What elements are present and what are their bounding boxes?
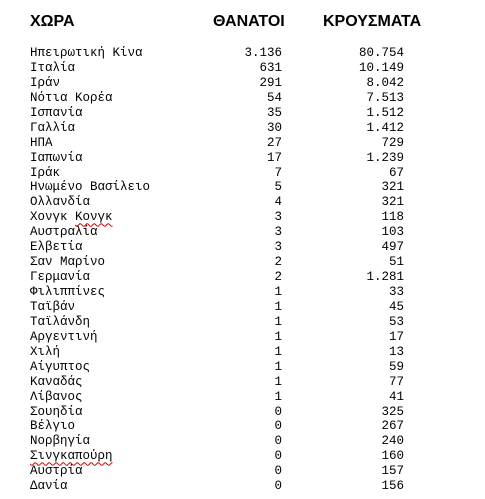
deaths-value: 3.136	[244, 46, 282, 60]
table-row	[0, 419, 485, 434]
header-deaths: ΘΑΝΑΤΟΙ	[213, 13, 285, 30]
deaths-value: 4	[274, 195, 282, 210]
cases-value: 321	[381, 195, 404, 210]
cases-value: 1.512	[366, 105, 404, 120]
deaths-value: 1	[274, 314, 282, 329]
deaths-value: 1	[274, 389, 282, 404]
cases-value: 7.513	[366, 90, 404, 105]
cases-value: 160	[381, 449, 404, 464]
table-row	[0, 255, 485, 270]
table-row	[0, 449, 485, 464]
cases-value: 17	[388, 329, 404, 344]
cases-value: 45	[388, 299, 404, 314]
cases-value: 13	[388, 344, 404, 359]
country-name: Ιαπωνία	[30, 150, 83, 165]
cases-value: 1.412	[366, 120, 404, 135]
cases-value: 59	[388, 359, 404, 374]
deaths-value: 27	[266, 135, 282, 150]
table-row	[0, 91, 485, 106]
country-name: Ηπειρωτική Κίνα	[30, 46, 143, 60]
table-row	[0, 405, 485, 420]
country-name: Χιλή	[30, 344, 61, 359]
cases-value: 8.042	[366, 75, 404, 90]
country-name: Γερμανία	[30, 270, 91, 285]
cases-value: 103	[381, 225, 404, 240]
country-name: Ολλανδία	[30, 195, 91, 210]
country-name: Αίγυπτος	[30, 359, 91, 374]
cases-value: 1.239	[366, 150, 404, 165]
deaths-value: 291	[259, 75, 282, 90]
table-row	[0, 330, 485, 345]
deaths-value: 1	[274, 299, 282, 314]
deaths-value: 3	[274, 225, 282, 240]
table-row	[0, 360, 485, 375]
table-row	[0, 151, 485, 166]
country-name: Ταϊλάνδη	[30, 314, 91, 329]
deaths-value: 5	[274, 180, 282, 195]
deaths-value: 1	[274, 344, 282, 359]
country-name: Βέλγιο	[30, 419, 76, 434]
cases-value: 53	[388, 314, 404, 329]
header-country: ΧΩΡΑ	[30, 13, 75, 30]
cases-value: 51	[388, 255, 404, 270]
country-name: Ιράκ	[30, 165, 61, 180]
cases-value: 240	[381, 434, 404, 449]
country-name: Ελβετία	[30, 240, 83, 255]
cases-value: 67	[388, 165, 404, 180]
table-row	[0, 76, 485, 91]
country-name: Αυστραλία	[30, 225, 98, 240]
table-row	[0, 345, 485, 360]
deaths-value: 1	[274, 359, 282, 374]
cases-value: 325	[381, 404, 404, 419]
table-row	[0, 240, 485, 255]
deaths-value: 0	[274, 404, 282, 419]
table-row	[0, 210, 485, 225]
table-row	[0, 180, 485, 195]
header-cases: ΚΡΟΥΣΜΑΤΑ	[323, 13, 422, 30]
deaths-value: 7	[274, 165, 282, 180]
deaths-value: 2	[274, 255, 282, 270]
table-row	[0, 121, 485, 136]
deaths-value: 0	[274, 479, 282, 494]
deaths-value: 0	[274, 464, 282, 479]
deaths-value: 3	[274, 240, 282, 255]
cases-value: 157	[381, 464, 404, 479]
deaths-value: 30	[266, 120, 282, 135]
country-name: Ισπανία	[30, 105, 83, 120]
deaths-value: 35	[266, 105, 282, 120]
table-row	[0, 434, 485, 449]
table-row	[0, 166, 485, 181]
table-row	[0, 61, 485, 76]
deaths-value: 1	[274, 285, 282, 299]
cases-value: 729	[381, 135, 404, 150]
country-name	[30, 449, 113, 464]
deaths-value: 0	[274, 449, 282, 464]
table-row	[0, 479, 485, 494]
country-name: Σαν Μαρίνο	[30, 255, 106, 270]
table-row	[0, 46, 485, 61]
country-name: Φιλιππίνες	[30, 285, 106, 299]
spellcheck-underlined-word: Κονγκ	[75, 210, 113, 225]
cases-value: 41	[388, 389, 404, 404]
country-name: Ταϊβάν	[30, 299, 76, 314]
cases-value: 1.281	[366, 270, 404, 285]
cases-value: 10.149	[358, 60, 404, 75]
table-row	[0, 270, 485, 285]
cases-value: 321	[381, 180, 404, 195]
country-name: Γαλλία	[30, 120, 76, 135]
deaths-value: 3	[274, 210, 282, 225]
country-name: Ηνωμένο Βασίλειο	[30, 180, 151, 195]
cases-value: 77	[388, 374, 404, 389]
deaths-value: 0	[274, 434, 282, 449]
table-row	[0, 195, 485, 210]
table-row	[0, 106, 485, 121]
country-name: Ιταλία	[30, 60, 76, 75]
country-name: ΗΠΑ	[30, 135, 53, 150]
country-name: Λίβανος	[30, 389, 83, 404]
spellcheck-underlined-word: Σινγκαπούρη	[30, 449, 113, 464]
table-row	[0, 390, 485, 405]
country-name: Νότια Κορέα	[30, 90, 113, 105]
cases-value: 497	[381, 240, 404, 255]
table-row	[0, 285, 485, 300]
country-name: Αργεντινή	[30, 329, 98, 344]
deaths-value: 54	[266, 90, 282, 105]
deaths-value: 631	[259, 60, 282, 75]
deaths-value: 0	[274, 419, 282, 434]
deaths-value: 1	[274, 329, 282, 344]
deaths-value: 1	[274, 374, 282, 389]
country-name: Χονγκ Κονγκ	[30, 210, 113, 225]
table-row	[0, 136, 485, 151]
country-name: Αυστρία	[30, 464, 83, 479]
cases-value: 156	[381, 479, 404, 494]
country-table	[0, 46, 485, 494]
country-name: Ιράν	[30, 75, 61, 90]
cases-value: 33	[388, 285, 404, 299]
cases-value: 118	[381, 210, 404, 225]
cases-value: 80.754	[358, 46, 404, 60]
country-name: Νορβηγία	[30, 434, 91, 449]
cases-value: 267	[381, 419, 404, 434]
deaths-value: 17	[266, 150, 282, 165]
table-row	[0, 225, 485, 240]
table-row	[0, 315, 485, 330]
table-row	[0, 375, 485, 390]
table-row	[0, 300, 485, 315]
country-name: Καναδάς	[30, 374, 83, 389]
country-name: Δανία	[30, 479, 68, 494]
country-name: Σουηδία	[30, 404, 83, 419]
table-row	[0, 464, 485, 479]
deaths-value: 2	[274, 270, 282, 285]
